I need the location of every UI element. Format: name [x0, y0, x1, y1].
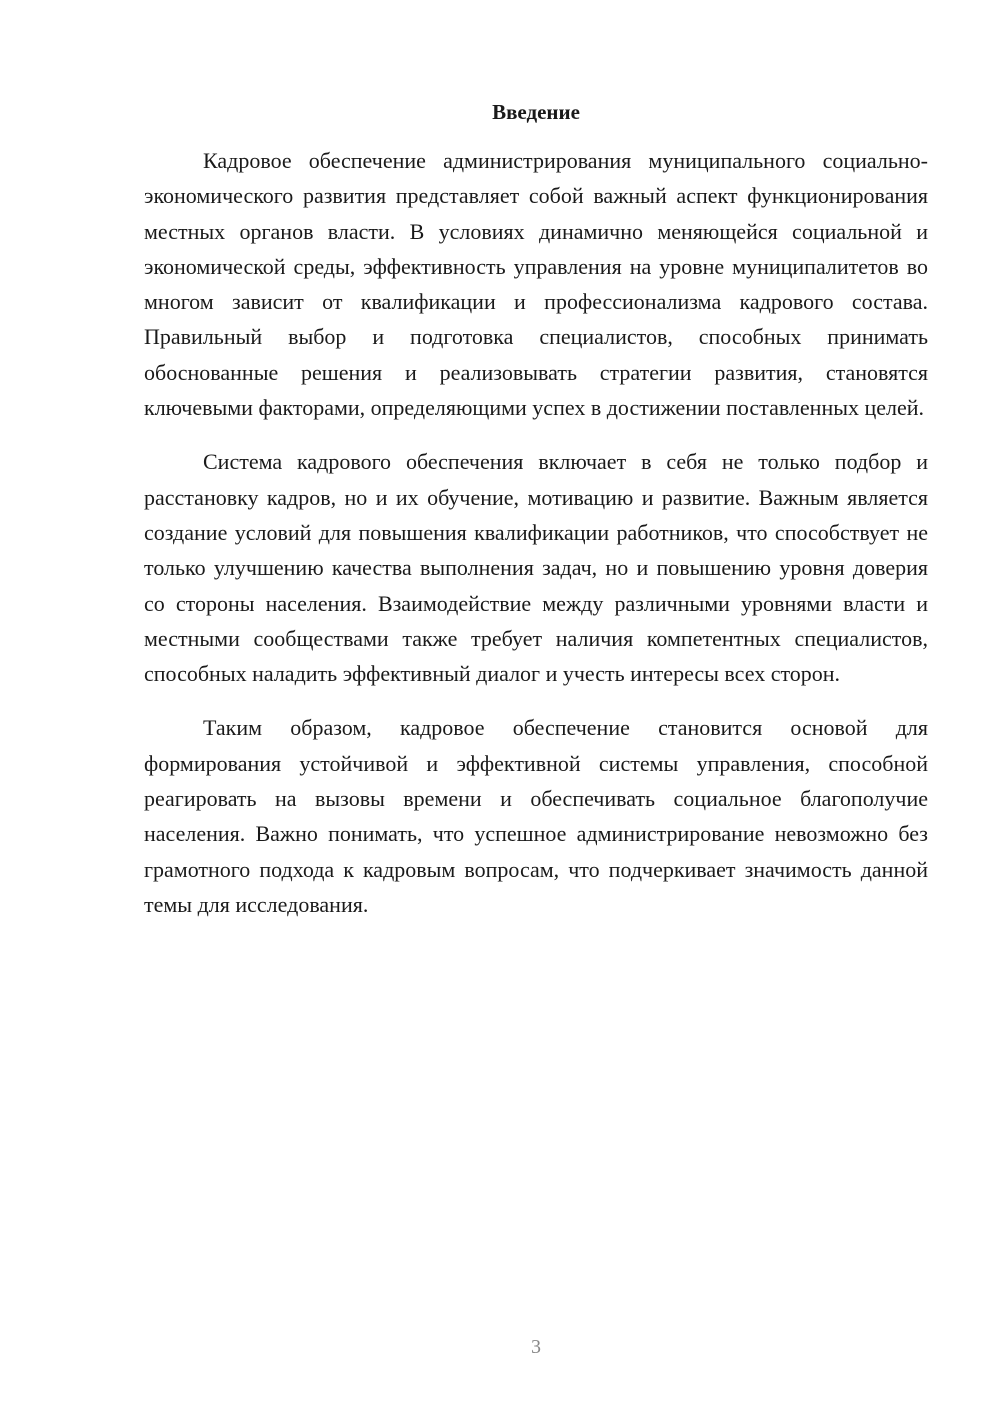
paragraph-1: Кадровое обеспечение администрирования муниципального социально-экономического развития представляет собой важный аспект функционирования местных органов власти. В условиях динамично меняющейся социальной и экономической среды, эффективность управления на уровне муниципалитетов во многом зависит от квалификации и профессионализма кадрового состава. Правильный выбор и подготовка специалистов, способных принимать обоснованные решения и реализовывать стратегии развития, становятся ключевыми факторами, определяющими успех в достижении поставленных целей.	[144, 148, 928, 421]
body-text	[144, 143, 928, 941]
section-title: Введение	[492, 100, 580, 124]
page-number: 3	[531, 1336, 541, 1358]
paragraph-2: Система кадрового обеспечения включает в себя не только подбор и расстановку кадров, но и их обучение, мотивацию и развитие. Важным является создание условий для повышения квалификации работников, что способствует не только улучшению качества выполнения задач, но и повышению уровня доверия со стороны населения. Взаимодействие между различными уровнями власти и местными сообществами также требует наличия компетентных специалистов, способных наладить эффективный диалог и учесть интересы всех сторон.	[144, 449, 928, 687]
paragraph-3: Таким образом, кадровое обеспечение становится основой для формирования устойчивой и эффективной системы управления, способной реагировать на вызовы времени и обеспечивать социальное благополучие населения. Важно понимать, что успешное администрирование невозможно без грамотного подхода к кадровым вопросам, что подчеркивает значимость данной темы для исследования.	[144, 715, 928, 917]
